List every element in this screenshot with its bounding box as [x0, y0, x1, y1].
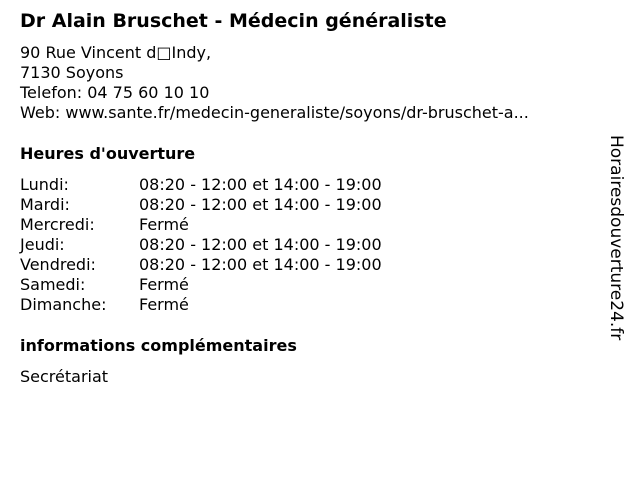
address-city: 7130 Soyons: [20, 63, 124, 82]
listing-card: [20, 9, 610, 387]
hours-row-tuesday: [20, 195, 610, 215]
hours-row-wednesday: [20, 215, 610, 235]
hours-day: Dimanche:: [20, 295, 107, 314]
hours-heading: Heures d'ouverture: [20, 144, 196, 163]
hours-row-thursday: [20, 235, 610, 255]
site-watermark: Horairesdouverture24.fr: [606, 135, 626, 341]
page-title: Dr Alain Bruschet - Médecin généraliste: [20, 10, 447, 32]
hours-table: [20, 175, 610, 315]
hours-day: Vendredi:: [20, 255, 96, 274]
info-heading: informations complémentaires: [20, 336, 297, 355]
address-block: [20, 43, 610, 123]
hours-time: Fermé: [139, 215, 189, 234]
hours-time: Fermé: [139, 295, 189, 314]
address-street: 90 Rue Vincent d□Indy,: [20, 43, 212, 62]
hours-day: Samedi:: [20, 275, 86, 294]
hours-day: Mardi:: [20, 195, 70, 214]
hours-row-friday: [20, 255, 610, 275]
website-link[interactable]: Web: www.sante.fr/medecin-generaliste/soyons/dr-bruschet-a...: [20, 103, 529, 122]
hours-row-sunday: [20, 295, 610, 315]
hours-day: Lundi:: [20, 175, 69, 194]
hours-time: Fermé: [139, 275, 189, 294]
hours-time: 08:20 - 12:00 et 14:00 - 19:00: [139, 235, 382, 254]
hours-day: Jeudi:: [20, 235, 65, 254]
hours-time: 08:20 - 12:00 et 14:00 - 19:00: [139, 195, 382, 214]
hours-row-saturday: [20, 275, 610, 295]
hours-time: 08:20 - 12:00 et 14:00 - 19:00: [139, 175, 382, 194]
phone-number: Telefon: 04 75 60 10 10: [20, 83, 210, 102]
hours-row-monday: [20, 175, 610, 195]
hours-day: Mercredi:: [20, 215, 95, 234]
info-text: Secrétariat: [20, 367, 109, 386]
hours-time: 08:20 - 12:00 et 14:00 - 19:00: [139, 255, 382, 274]
